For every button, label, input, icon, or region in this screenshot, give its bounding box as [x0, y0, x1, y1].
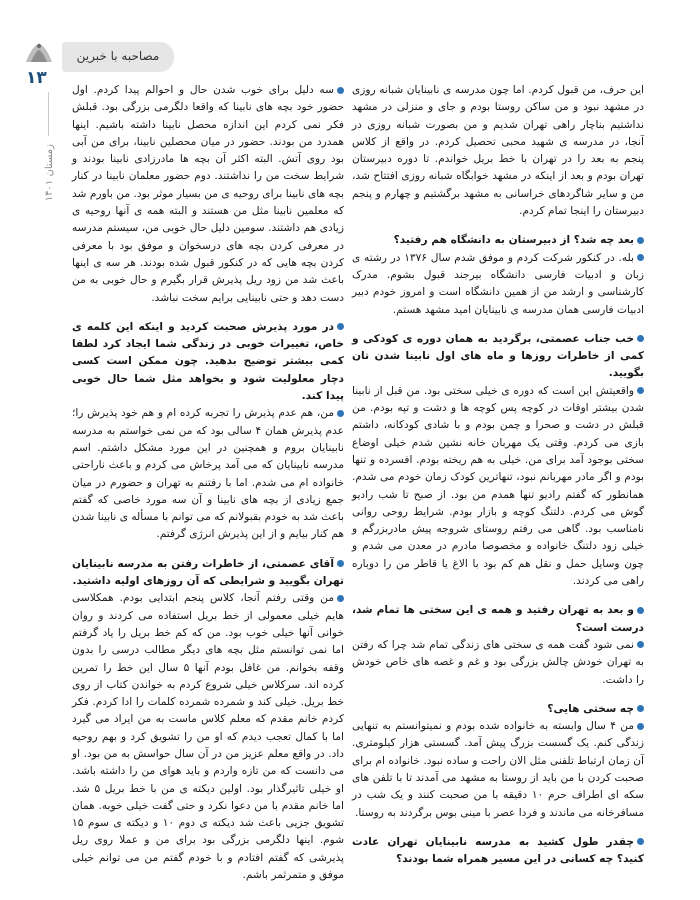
- paragraph: این حرف، من قبول کردم. اما چون مدرسه ی نابینایان شبانه روزی در مشهد نبود و من ساکن روستا بودم و جای و منزلی در مشهد نداشتیم بناچار راهی تهران شدیم و من بصورت شبانه روزی در آنجا، در مدرسه ی شهید محبی تحصیل کردم. در واقع از کلاس پنجم به بعد را در تهران با خط بریل خواندم. تا دوره دبیرستان تهران بودم و بعد از اینکه در مشهد خوابگاه شبانه روزی افتتاح شد، من و سایر شاگردهای خراسانی به مشهد برگشتیم و چهارم و پنجم دبیرستان را اینجا تمام کردم.: [352, 84, 644, 218]
- bullet-icon: [637, 705, 644, 712]
- interview-block: [72, 556, 344, 885]
- bullet-icon: [637, 237, 644, 244]
- answer-text: نمی شود گفت همه ی سختی های زندگی تمام شد چرا که رفتن به تهران خودش چالش بزرگی بود و غم و غصه های خاص خودش را داشت.: [352, 638, 644, 686]
- margin-divider: [48, 92, 49, 136]
- question-text: بعد چه شد؟ از دبیرستان به دانشگاه هم رفتید؟: [393, 234, 634, 247]
- question-text: چقدر طول کشید به مدرسه نابینایان تهران عادت کنید؟ چه کسانی در این مسیر همراه شما بودند؟: [352, 835, 644, 866]
- bullet-icon: [637, 641, 644, 648]
- page-number: ۱۳: [26, 68, 47, 88]
- interview-block: [72, 319, 344, 544]
- bullet-icon: [337, 87, 344, 94]
- bullet-icon: [337, 595, 344, 602]
- answer-text: بله. در کنکور شرکت کردم و موفق شدم سال ۱۳۷۶ در رشته ی زبان و ادبیات فارسی دانشگاه بیرجند قبول بشوم. مدرک کارشناسی و ارشد من از همین دانشگاه است و امروز خودم دبیر ادبیات فارسی همان مدرسه ی نابینایان امید مشهد هستم.: [352, 251, 644, 316]
- paragraph: [72, 82, 344, 307]
- interview-block: [352, 602, 644, 688]
- issue-label: زمستان ۱۴۰۱: [44, 144, 55, 202]
- interview-block: [352, 232, 644, 318]
- answer-text: سه دلیل برای خوب شدن حال و احوالم پیدا کردم. اول حضور خود بچه های نابینا که واقعا دلگرمی بزرگی بود. قبلش فکر نمی کردم این اندازه محصل نابینا داشته باشیم. اینها همدرد من بودند. حضور در میان محصلین نابینا، برای من آبی بود روی آتش. البته اکثر آن بچه ها مادرزادی نابینا بودند و شرایط سخت من را نداشتند. دوم حضور معلمان نابینا در کنار بچه های نابینا برای روحیه ی من بسیار موثر بود. من باورم شد که معلمین نابینا مثل من هستند و البته همه ی آنها روحیه ی زیادی هم داشتند. سومین دلیل حال خوبی من، سیستم مدرسه در معرفی کردن بچه های درسخوان و موفق بود با معرفی کردن بچه هایی که در کنکور قبول شده بودند. هر سه ی اینها باعث شد من زود ریل پذیرش قرار بگیرم و حال خوبی به من دست دهد و حتی نابینایی برایم سخت نباشد.: [72, 84, 344, 304]
- question-text: و بعد به تهران رفتید و همه ی این سختی ها تمام شد، درست است؟: [352, 604, 644, 634]
- answer-text: من، هم عدم پذیرش را تجربه کرده ام و هم خود پذیرش را؛ عدم پذیرش همان ۴ سالی بود که من نمی خواستم به مدرسه نابینایان بروم و همچنین در این مورد مشکل داشتم. اسم مدرسه نابینایان که می آمد پرخاش می کردم و باعث ناراحتی خانواده ام می شدم. اما با رفتنم به تهران و حضورم در میان جمع زیادی از بچه های نابینا و آن سه مورد خاصی که گفتم باعث شد به خودم بقبولانم که می توانم با مسأله ی نابینا شدن هم کنار بیایم و از این پذیرش انرژی گرفتم.: [72, 407, 344, 541]
- right-column: [352, 82, 644, 880]
- bullet-icon: [337, 410, 344, 417]
- answer-text: من ۴ سال وابسته به خانواده شده بودم و نمیتوانستم به تنهایی زندگی کنم. یک گسست بزرگ پیش آمد. گسستی هزار کیلومتری. آن زمان ارتباط تلفنی مثل الان راحت و ساده نبود. خانواده ام برای صحبت کردن با من باید از روستا به مشهد می آمدند تا با تلفن های سکه ای اطراف حرم ۱۰ دقیقه با من صحبت کنند و یک شب در مسافرخانه می ماندند و فردا عصر با مینی بوس برگردند به روستا.: [352, 720, 645, 819]
- interview-block: [352, 331, 644, 590]
- left-column: [72, 82, 344, 896]
- answer-text: واقعیتش این است که دوره ی خیلی سختی بود. من قبل از نابینا شدن بیشتر اوقات در کوچه پس کوچه ها و دشت و تپه بودم. من قبلش در دشت و صحرا و چمن بودم و با شادی کودکانه، داشتم بازی می کردم. وقتی یک مهربان خانه نشین شدم خیلی اوضاع سختی بوجود آمد برای من. خیلی به هم ریخته بودم. افسرده و تنها بودم و اگر مادر مهربانم نبود، تنهاترین کودک زمان خودم می شدم. همانطور که گفتم راديو تنها همدم من بود. از صبح تا شب راديو گوش می کردم. دلتنگ کوچه و بازار بودم. شرایط روحی روانی نامناسب بود. گاهی می رفتم روستای شروجه پیش مادربزرگم و خیلی زود دلتنگ خانواده و مخصوصا مادرم در معدن می شدم و چون وسایل حمل و نقل هم کم بود با الاغ یا قاطر من را دوباره راهی می کردند.: [352, 384, 644, 588]
- bullet-icon: [637, 387, 644, 394]
- bullet-icon: [637, 254, 644, 261]
- bullet-icon: [637, 723, 644, 730]
- bullet-icon: [637, 335, 644, 342]
- bullet-icon: [337, 560, 344, 567]
- question-text: چه سختی هایی؟: [547, 702, 634, 715]
- bullet-icon: [337, 323, 344, 330]
- section-title: مصاحبه با خبرین: [76, 49, 160, 63]
- question-text: آقای عصمتی، از خاطرات رفتن به مدرسه نابینایان تهران بگویید و شرایطی که آن روزهای اولیه داشتید.: [72, 557, 344, 588]
- question-text: خب جناب عصمتی، برگردید به همان دوره ی کودکی و کمی از خاطرات روزها و ماه های اول نابینا شدن تان بگویید.: [352, 332, 644, 380]
- publisher-logo-icon: [22, 40, 56, 66]
- interview-block: [352, 701, 644, 822]
- answer-text: من وقتی رفتم آنجا، کلاس پنجم ابتدایی بودم. همکلاسی هایم خیلی معمولی از خط بریل استفاده می کردند و روان خوانی آنها خیلی خوب بود. من که کم خط بریل را یاد گرفتم اما نمی توانستم مثل بچه های دیگر مطالب درسی را بدون وقفه بخوانم. من غافل بودم آنها ۵ سال این خط را تمرین کرده اند. سرکلاس خیلی شروع کردم به خواندن کتاب از روی خط بریل. خیلی کند و شمرده شمرده کلمات را ادا کردم. فکر کردم خانم مقدم که معلم کلاس ماست به من ایراد می گیرد اما با کمال تعجب دیدم که او من را تشویق کرد و بهم روحیه داد. در واقع معلم عزیز من در آن سال حواسش به من بود. او می دانست که من تازه واردم و باید هوای من را داشته باشد. او خیلی تاثیرگذار بود. اولین دیکته ی من با خط بریل ۵ شد. اما خانم مقدم با من دعوا نکرد و حتی گفت خیلی خوبه. همان تشویق جزیی باعث شد دیکته ی دوم ۱۰ و دیکته ی سوم ۱۵ شوم. اینها دلگرمی بزرگی بود برای من و عملا روی ریل پذیرشی که گفتم افتادم و با خودم گفتم من می توانم خیلی موفق و متمرثمر باشم.: [72, 592, 344, 882]
- interview-block: [352, 834, 644, 869]
- bullet-icon: [637, 607, 644, 614]
- bullet-icon: [637, 838, 644, 845]
- question-text: در مورد پذیرش صحبت کردید و اینکه این کلمه ی خاص، تغییرات خوبی در زندگی شما ایجاد کرد لطفا کمی بیشتر توضیح بدهید. چون ممکن است کسی دچار معلولیت شود و بخواهد مثل شما حال خوبی پیدا کند.: [72, 320, 344, 403]
